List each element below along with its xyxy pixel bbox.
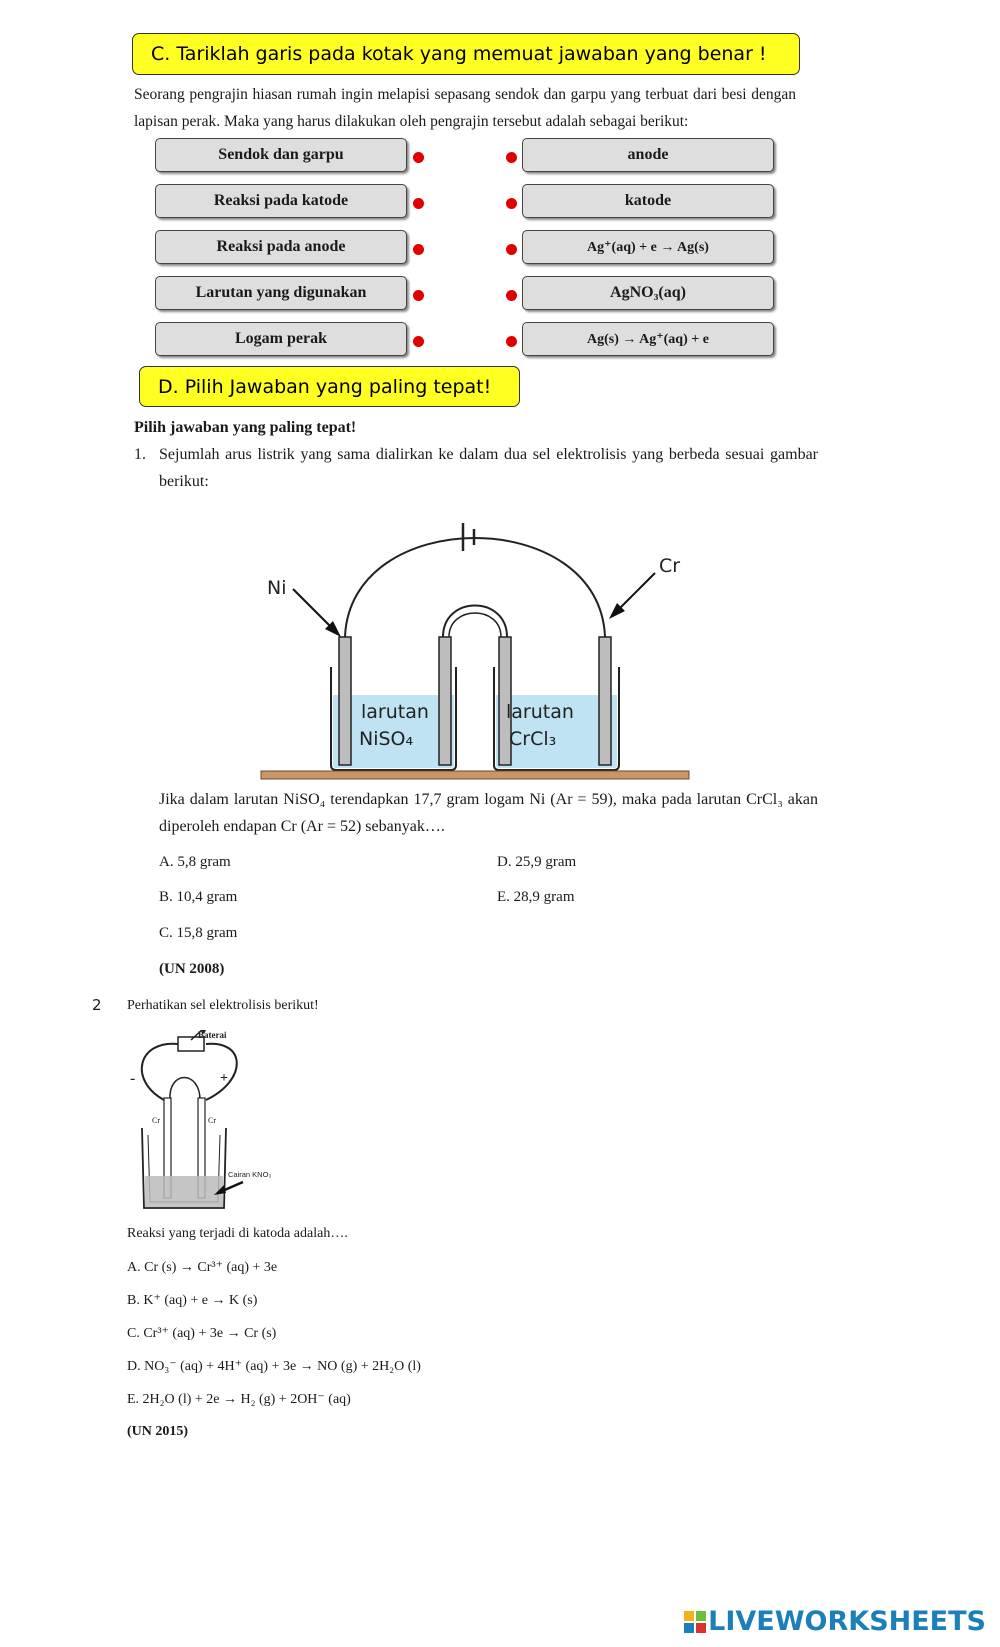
- liveworksheets-logo-text: LIVEWORKSHEETS: [708, 1606, 986, 1637]
- match-right-3[interactable]: Ag⁺(aq) + e → Ag(s): [522, 230, 774, 264]
- q2-number: 2: [92, 996, 102, 1014]
- match-right-4[interactable]: AgNO₃(aq): [522, 276, 774, 310]
- q2-option-b[interactable]: B. K⁺ (aq) + e → K (s): [127, 1293, 258, 1308]
- q1-sol2-line2: CrCl₃: [509, 728, 557, 750]
- q1-sol2-line1: larutan: [506, 701, 574, 723]
- q2-label-cairan: Cairan KNO₃: [228, 1170, 272, 1179]
- section-d-heading: Pilih jawaban yang paling tepat!: [134, 419, 357, 436]
- match-dot-right-2[interactable]: [506, 198, 517, 209]
- q1-text: Sejumlah arus listrik yang sama dialirkan ke dalam dua sel elektrolisis yang berbeda sesuai gambar berikut:: [159, 446, 818, 490]
- match-left-2[interactable]: Reaksi pada katode: [155, 184, 407, 218]
- q2-source: (UN 2015): [127, 1424, 189, 1439]
- q1-option-c[interactable]: C. 15,8 gram: [159, 925, 238, 941]
- match-dot-left-2[interactable]: [413, 198, 424, 209]
- q2-label-cr-left: Cr: [152, 1116, 160, 1125]
- match-dot-left-3[interactable]: [413, 244, 424, 255]
- q2-option-e[interactable]: E. 2H₂O (l) + 2e → H₂ (g) + 2OH⁻ (aq): [127, 1392, 351, 1407]
- section-d-title: D. Pilih Jawaban yang paling tepat!: [158, 375, 492, 398]
- match-left-1[interactable]: Sendok dan garpu: [155, 138, 407, 172]
- q1-sol1-line2: NiSO₄: [359, 728, 414, 750]
- q1-option-b[interactable]: B. 10,4 gram: [159, 889, 238, 905]
- q2-electrolysis-figure: [128, 1030, 308, 1215]
- q1-source: (UN 2008): [159, 961, 225, 977]
- match-dot-right-5[interactable]: [506, 336, 517, 347]
- q2-text: Perhatikan sel elektrolisis berikut!: [127, 998, 319, 1013]
- section-d-banner: [139, 366, 520, 407]
- q2-label-baterai: Baterai: [198, 1030, 227, 1040]
- match-right-2[interactable]: katode: [522, 184, 774, 218]
- match-dot-right-1[interactable]: [506, 152, 517, 163]
- q2-label-minus: -: [130, 1070, 136, 1087]
- match-left-3[interactable]: Reaksi pada anode: [155, 230, 407, 264]
- q1-sol1-line1: larutan: [361, 701, 429, 723]
- q2-option-a[interactable]: A. Cr (s) → Cr³⁺ (aq) + 3e: [127, 1260, 278, 1275]
- q1-label-ni: Ni: [267, 577, 287, 599]
- q1-option-e[interactable]: E. 28,9 gram: [497, 889, 575, 905]
- match-dot-left-5[interactable]: [413, 336, 424, 347]
- q1-number: 1.: [134, 446, 146, 463]
- section-c-banner: [132, 33, 800, 75]
- q2-option-d[interactable]: D. NO₃⁻ (aq) + 4H⁺ (aq) + 3e → NO (g) + 2H₂O (l): [127, 1359, 421, 1374]
- match-right-1[interactable]: anode: [522, 138, 774, 172]
- match-left-4[interactable]: Larutan yang digunakan: [155, 276, 407, 310]
- match-dot-left-1[interactable]: [413, 152, 424, 163]
- q1-option-a[interactable]: A. 5,8 gram: [159, 854, 231, 870]
- q2-question: Reaksi yang terjadi di katoda adalah….: [127, 1226, 348, 1241]
- match-dot-right-4[interactable]: [506, 290, 517, 301]
- q2-label-cr-right: Cr: [208, 1116, 216, 1125]
- match-left-5[interactable]: Logam perak: [155, 322, 407, 356]
- q1-electrolysis-figure: [255, 515, 695, 787]
- q1-option-d[interactable]: D. 25,9 gram: [497, 854, 577, 870]
- match-dot-left-4[interactable]: [413, 290, 424, 301]
- liveworksheets-logo-icon: [684, 1611, 706, 1633]
- q1-label-cr: Cr: [659, 555, 681, 577]
- match-right-5[interactable]: Ag(s) → Ag⁺(aq) + e: [522, 322, 774, 356]
- match-dot-right-3[interactable]: [506, 244, 517, 255]
- section-c-title: C. Tariklah garis pada kotak yang memuat jawaban yang benar !: [151, 43, 767, 65]
- q1-question: Jika dalam larutan NiSO₄ terendapkan 17,7 gram logam Ni (Ar = 59), maka pada larutan CrCl₃ akan diperoleh endapan Cr (Ar = 52) sebanyak….: [159, 791, 818, 835]
- q2-label-plus: +: [220, 1071, 228, 1086]
- section-c-intro: Seorang pengrajin hiasan rumah ingin melapisi sepasang sendok dan garpu yang terbuat dari besi dengan lapisan perak. Maka yang harus dilakukan oleh pengrajin tersebut adalah sebagai berikut:: [134, 86, 796, 130]
- q2-option-c[interactable]: C. Cr³⁺ (aq) + 3e → Cr (s): [127, 1326, 277, 1341]
- liveworksheets-logo[interactable]: [684, 1606, 986, 1637]
